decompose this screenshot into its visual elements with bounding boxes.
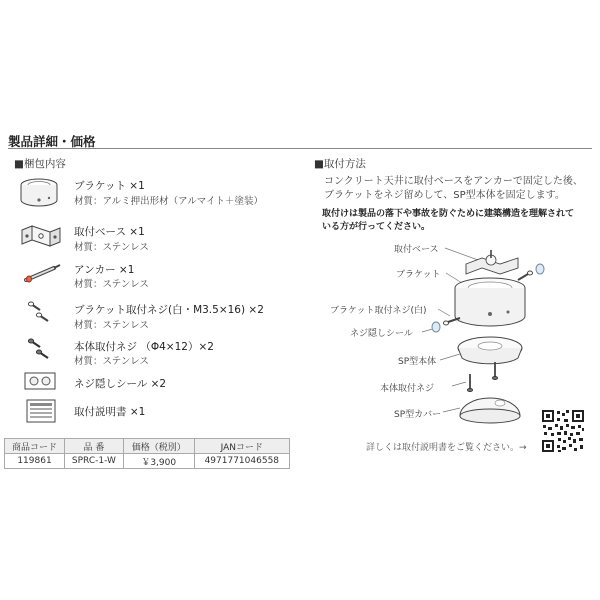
label-body: SP型本体 [398,357,437,367]
table-header-price: 価格（税別） [123,439,194,454]
item-name-base: 取付ベース ×1 [74,226,145,238]
method-line-1: コンクリート天井に取付ベースをアンカーで固定した後、 [324,176,583,187]
body-screw-illustration [28,337,54,363]
method-note-2: いる方が行ってください。 [322,222,431,232]
item-material-base: 材質：ステンレス [74,242,149,253]
installation-diagram [300,236,560,432]
manual-reference: 詳しくは取付説明書をご覧ください。→ [366,443,527,453]
base-illustration [18,222,62,252]
bracket-screw-illustration [28,300,54,326]
label-seal: ネジ隠しシール [350,329,413,339]
bracket-illustration [18,176,60,212]
item-name-body-screw: 本体取付ネジ （Φ4×12）×2 [74,341,214,353]
table-cell-price: ￥3,900 [123,454,194,469]
method-line-2: ブラケットをネジ留めして、SP型本体を固定します。 [324,190,565,201]
qr-code[interactable] [540,408,586,454]
label-body-screw: 本体取付ネジ [380,384,435,394]
method-header: ■取付方法 [314,158,366,170]
label-bracket-screw: ブラケット取付ネジ(白) [330,306,427,316]
table-header-jan: JANコード [194,439,289,454]
method-note-1: 取付けは製品の落下や事故を防ぐために建築構造を理解されて [322,209,575,219]
table-row [5,454,290,469]
table-header-row [5,439,290,454]
item-material-body-screw: 材質：ステンレス [74,356,149,367]
table-header-code: 商品コード [5,439,65,454]
label-cover: SP型カバー [394,410,442,420]
item-name-anchor: アンカー ×1 [74,264,135,276]
table-cell-code: 119861 [5,454,65,469]
item-name-manual: 取付説明書 ×1 [74,406,146,418]
table-cell-part: SPRC-1-W [65,454,124,469]
label-bracket: ブラケット [396,270,441,280]
contents-header: ■梱包内容 [14,158,66,170]
item-name-bracket-screw: ブラケット取付ネジ(白・M3.5×16) ×2 [74,304,264,316]
label-base: 取付ベース [394,245,439,255]
title-divider [8,148,592,149]
item-name-bracket: ブラケット ×1 [74,180,145,192]
price-table [4,438,290,469]
item-material-bracket: 材質：アルミ押出形材（アルマイト＋塗装） [74,196,264,207]
seal-illustration [24,372,56,390]
item-material-anchor: 材質：ステンレス [74,279,149,290]
item-material-bracket-screw: 材質：ステンレス [74,320,149,331]
anchor-illustration [20,262,64,284]
page-title: 製品詳細・価格 [8,134,96,149]
item-name-seal: ネジ隠しシール ×2 [74,378,167,390]
table-cell-jan: 4971771046558 [194,454,289,469]
manual-illustration [26,399,56,423]
table-header-part: 品 番 [65,439,124,454]
